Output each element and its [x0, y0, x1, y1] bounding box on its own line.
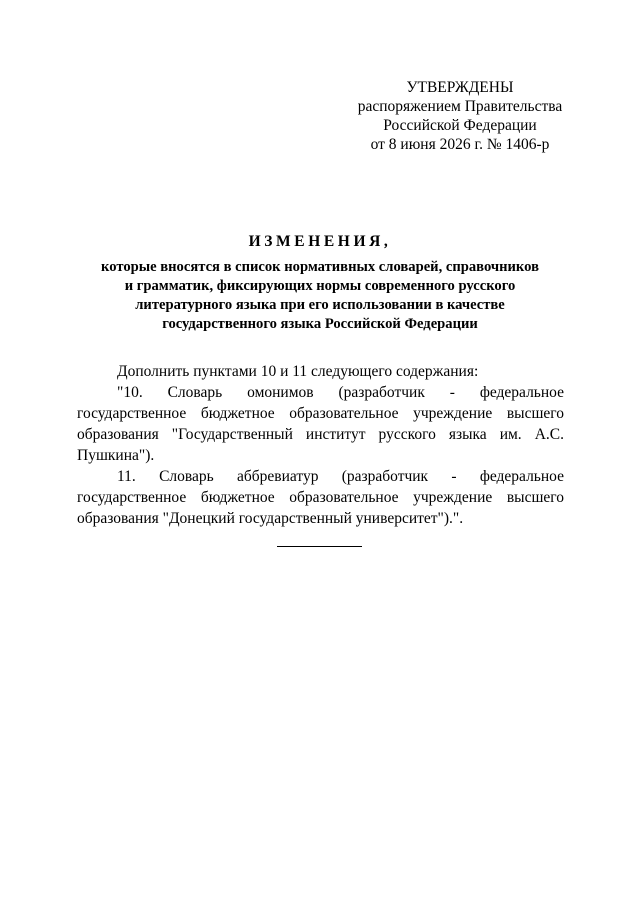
closing-separator-line: [277, 546, 362, 547]
body-intro-paragraph: Дополнить пунктами 10 и 11 следующего содержания:: [117, 363, 479, 380]
document-body: [77, 361, 564, 529]
approval-authority-country: Российской Федерации: [383, 117, 537, 134]
approval-stamp-block: [340, 78, 580, 154]
document-heading: [60, 232, 580, 334]
document-title: ИЗМЕНЕНИЯ,: [248, 233, 392, 250]
document-subtitle-line-2: и грамматик, фиксирующих нормы современного русского: [124, 278, 516, 294]
document-subtitle-line-4: государственного языка Российской Федерации: [162, 316, 478, 332]
approval-status: УТВЕРЖДЕНЫ: [406, 79, 514, 96]
approval-authority: распоряжением Правительства: [357, 98, 563, 115]
approval-date-number: от 8 июня 2026 г. № 1406-р: [370, 136, 550, 153]
body-item-11-paragraph: 11. Словарь аббревиатур (разработчик - федеральное государственное бюджетное образовательное учреждение высшего образования "Донецкий государственный университет").".: [77, 468, 564, 527]
body-item-10-paragraph: "10. Словарь омонимов (разработчик - федеральное государственное бюджетное образовательное учреждение высшего образования "Государственный институт русского языка им. А.С. Пушкина").: [77, 384, 564, 464]
document-subtitle-line-1: которые вносятся в список нормативных словарей, справочников: [101, 259, 539, 275]
document-subtitle-line-3: литературного языка при его использовании в качестве: [135, 297, 505, 313]
